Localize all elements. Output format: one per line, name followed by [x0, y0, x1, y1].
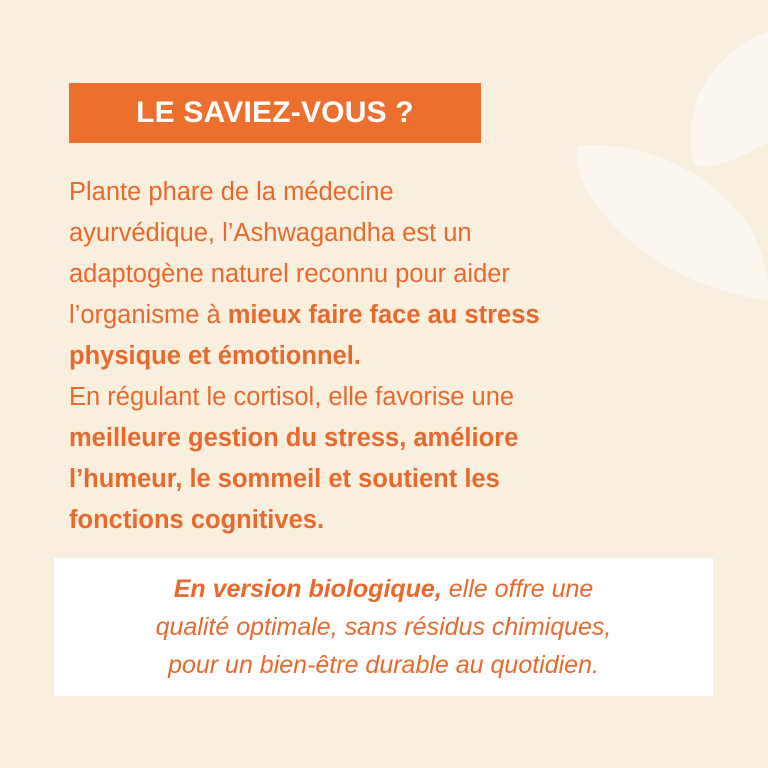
intro-paragraph: [69, 172, 719, 541]
callout-text-part: elle offre une: [441, 575, 594, 603]
paragraph-line: [69, 295, 719, 336]
callout-emphasis: En version biologique,: [173, 575, 442, 603]
did-you-know-badge: [69, 83, 481, 143]
badge-title: LE SAVIEZ-VOUS ?: [136, 96, 414, 129]
paragraph-emphasis-line: l’humeur, le sommeil et soutient les: [69, 465, 500, 493]
organic-callout-box: [54, 558, 713, 696]
callout-text: [54, 570, 713, 684]
paragraph-emphasis-line: physique et émotionnel.: [69, 342, 361, 370]
paragraph-text: l’organisme à: [69, 301, 228, 329]
paragraph-line: En régulant le cortisol, elle favorise une: [69, 383, 515, 411]
callout-line: pour un bien-être durable au quotidien.: [168, 651, 599, 679]
paragraph-emphasis-line: fonctions cognitives.: [69, 506, 325, 534]
paragraph-emphasis-line: meilleure gestion du stress, améliore: [69, 424, 519, 452]
callout-line: qualité optimale, sans résidus chimiques,: [155, 613, 612, 641]
paragraph-line: ayurvédique, l’Ashwagandha est un: [69, 219, 472, 247]
paragraph-line: Plante phare de la médecine: [69, 178, 394, 206]
callout-line: [54, 570, 713, 608]
paragraph-line: adaptogène naturel reconnu pour aider: [69, 260, 510, 288]
paragraph-emphasis: mieux faire face au stress: [227, 301, 540, 329]
